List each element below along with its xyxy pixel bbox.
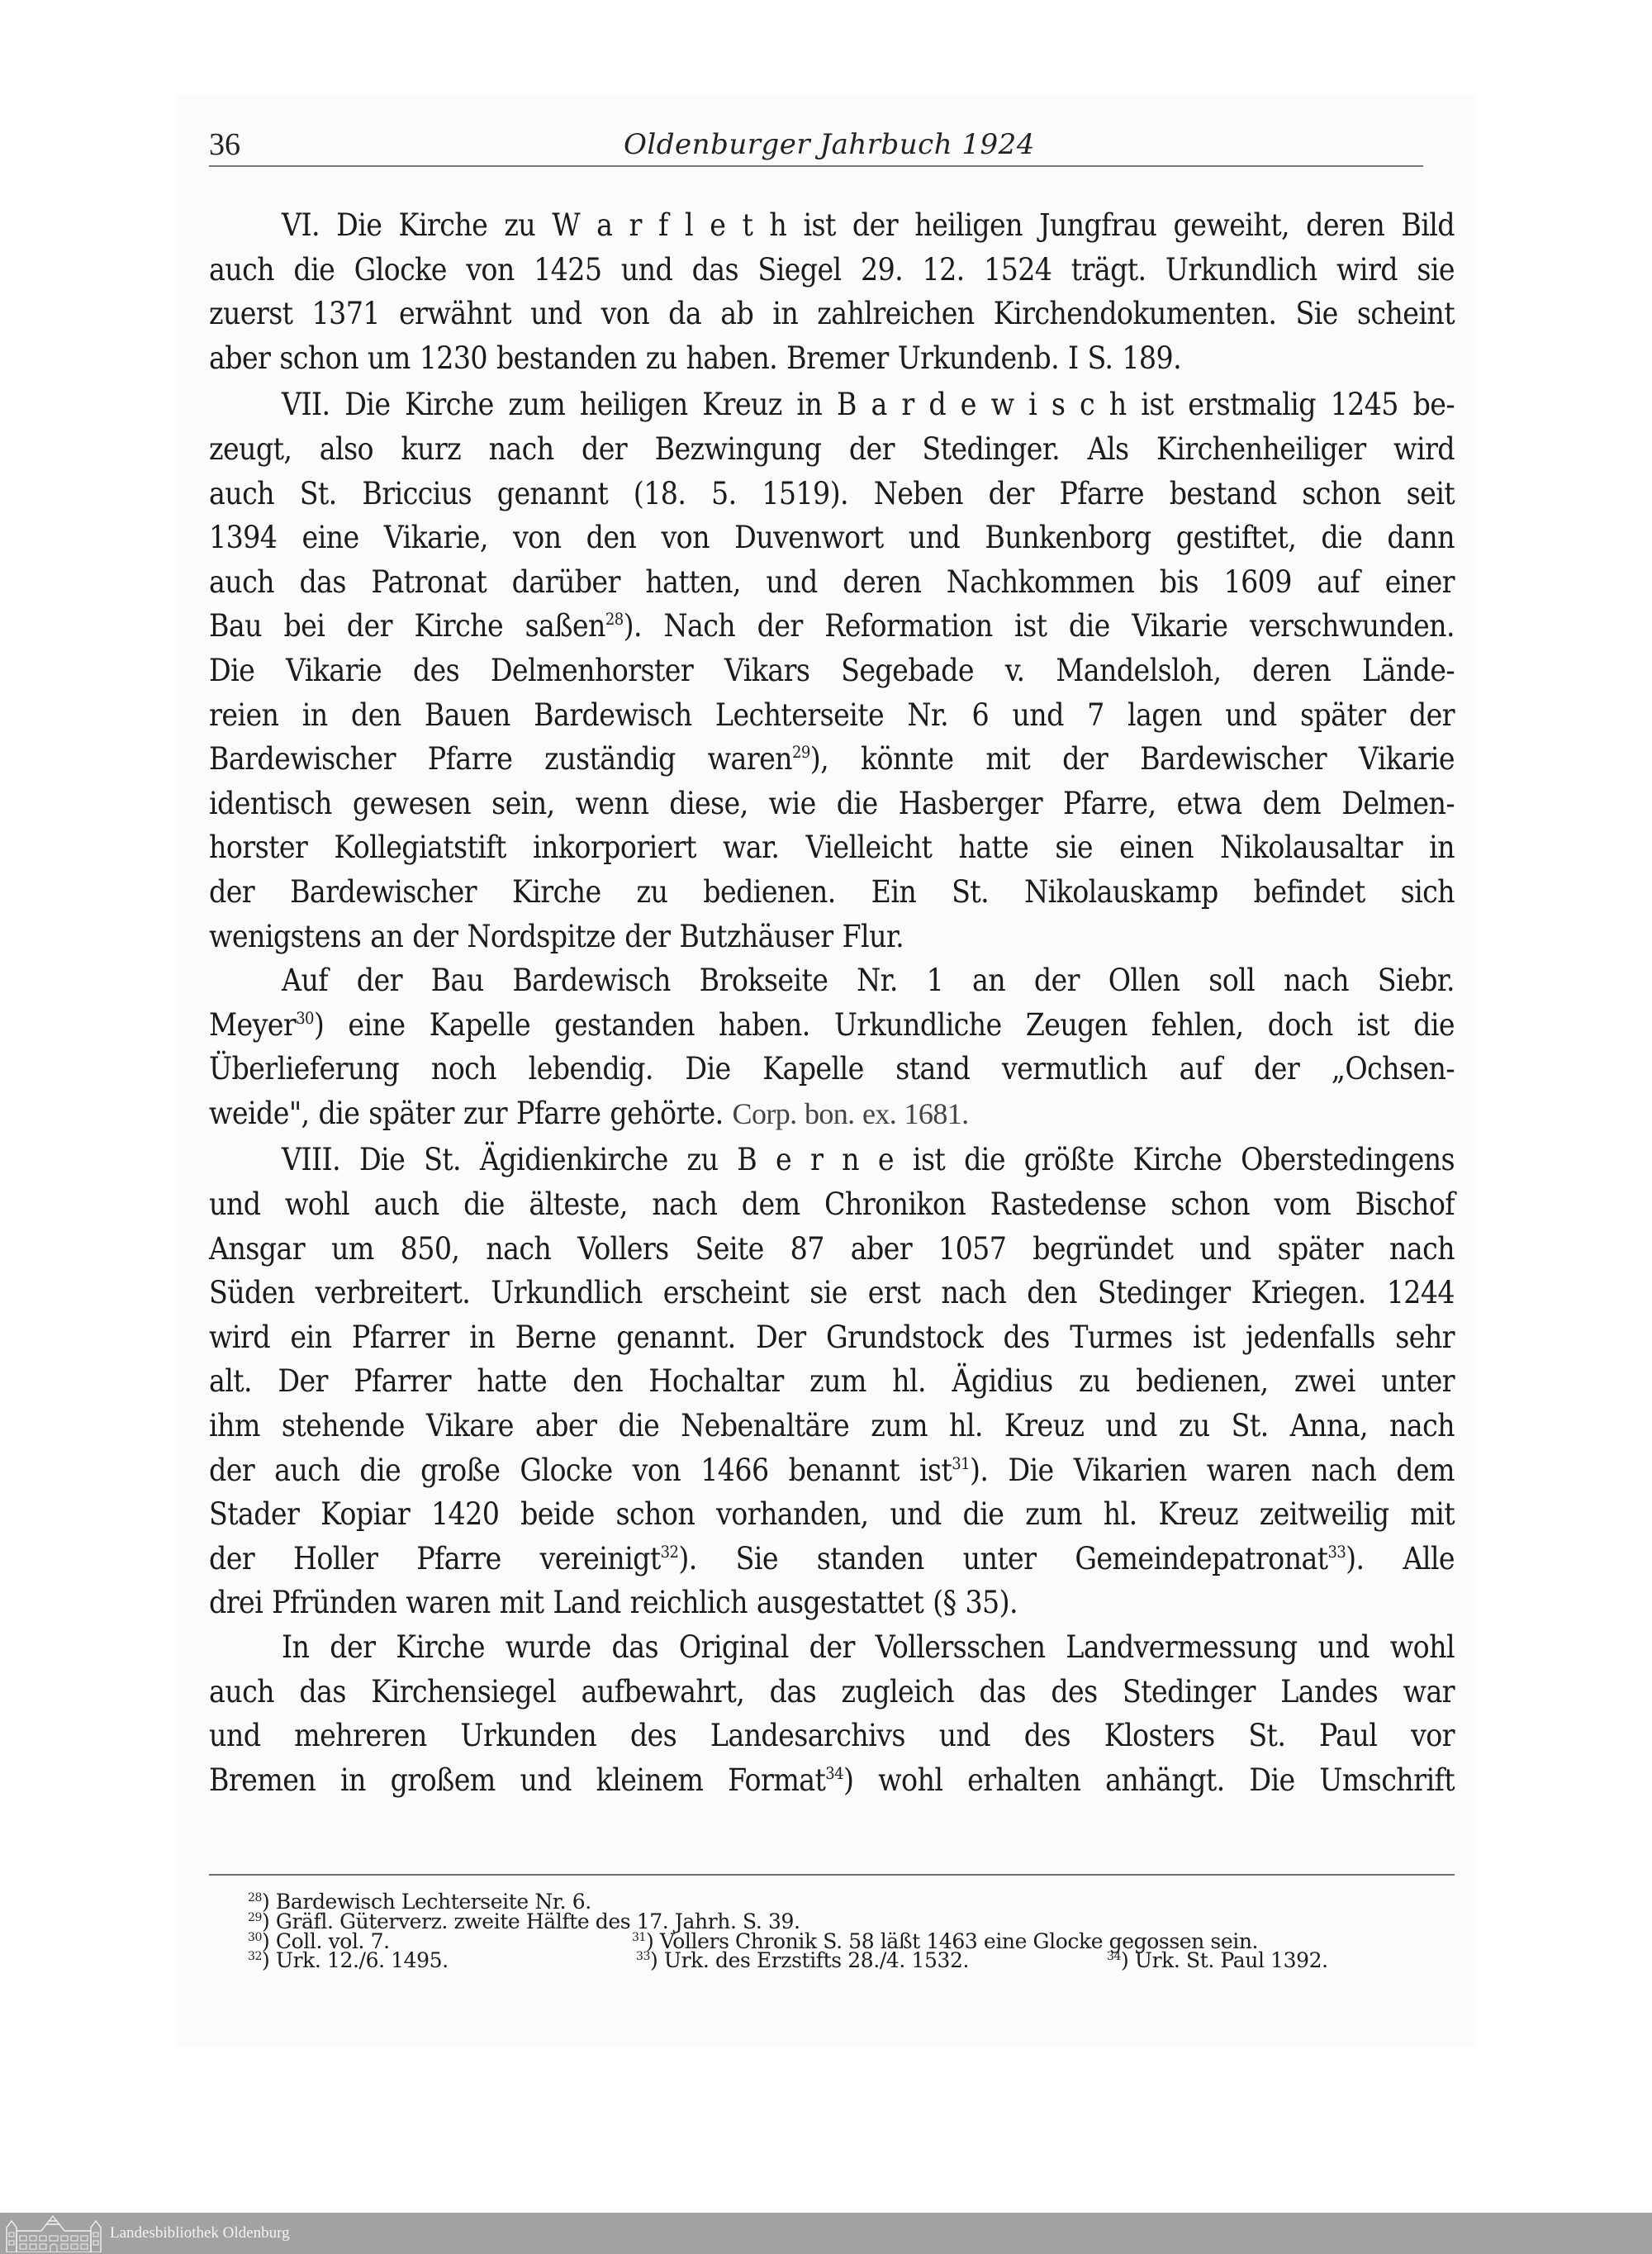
text-line: [209, 1182, 1455, 1227]
text-run: In der Kirche wurde das Original der Vollersschen Landvermessung und wohl: [282, 1629, 1455, 1665]
text-line: [209, 516, 1455, 560]
footnote-reference: 30: [296, 1007, 314, 1028]
text-run: VIII. Die St. Ägidienkirche zu B e r n e ist die größte Kirche Oberstedingens: [282, 1142, 1455, 1178]
footnote-text: Vollers Chronik S. 58 läßt 1463 eine Glocke gegossen sein.: [659, 1928, 1259, 1953]
text-run: auch das Patronat darüber hatten, und deren Nachkommen bis 1609 auf einer: [209, 564, 1455, 600]
footnote-reference: 32: [660, 1541, 679, 1562]
footnote-paren: ): [262, 1909, 276, 1933]
footnote-number: 30: [248, 1930, 263, 1944]
footnote-line: [248, 1948, 1454, 1973]
text-run: ). Alle: [1346, 1540, 1455, 1576]
text-line: [209, 472, 1455, 516]
library-building-icon: [5, 2214, 102, 2252]
text-run: Bremen in großem und kleinem Format: [209, 1762, 826, 1798]
text-run: identisch gewesen sein, wenn diese, wie die Hasberger Pfarre, etwa dem Delmen-: [209, 785, 1455, 821]
footnote-paren: ): [262, 1890, 276, 1914]
text-run: reien in den Bauen Bardewisch Lechterseite Nr. 6 und 7 lagen und später der: [209, 697, 1455, 733]
footnote-number: 28: [248, 1891, 263, 1904]
text-line: [209, 1758, 1455, 1803]
footnote-number: 31: [632, 1930, 647, 1944]
text-line: [209, 782, 1455, 826]
footnote-paren: ): [262, 1928, 276, 1953]
text-run: ) wohl erhalten anhängt. Die Umschrift: [843, 1762, 1455, 1798]
text-line: [209, 1047, 1455, 1091]
text-line: [209, 604, 1455, 649]
source-citation: Corp. bon. ex. 1681.: [732, 1096, 969, 1130]
text-run: der auch die große Glocke von 1466 benannt ist: [209, 1452, 952, 1488]
text-line: [209, 1537, 1455, 1581]
text-line: [209, 1492, 1455, 1537]
footnote-number: 34: [1107, 1950, 1122, 1964]
text-line: [209, 383, 1455, 427]
footnote: [636, 1948, 970, 1973]
text-run: Bardewischer Pfarre zuständig waren: [209, 741, 793, 777]
footnote: [1107, 1948, 1328, 1973]
text-run: VI. Die Kirche zu W a r f l e t h ist der heiligen Jungfrau geweiht, deren Bild: [282, 207, 1455, 243]
footnote-reference: 31: [952, 1453, 970, 1473]
text-run: horster Kollegiatstift inkorporiert war. Vielleicht hatte sie einen Nikolausaltar in: [209, 830, 1455, 866]
footnote-reference: 28: [605, 609, 624, 630]
footnote-number: 33: [636, 1950, 651, 1964]
footnote-number: 29: [248, 1910, 263, 1924]
text-run: aber schon um 1230 bestanden zu haben. Bremer Urkundenb. I S. 189.: [209, 340, 1182, 376]
running-head: [209, 124, 1450, 165]
text-line: [209, 825, 1455, 870]
text-line: [209, 427, 1455, 472]
text-line: [209, 649, 1455, 693]
text-line: [209, 1714, 1455, 1758]
text-line: [209, 737, 1455, 782]
footnote-paren: ): [1121, 1948, 1135, 1973]
text-line: [209, 1315, 1455, 1360]
text-run: Überlieferung noch lebendig. Die Kapelle stand vermutlich auf der „Ochsen-: [209, 1051, 1455, 1087]
footnote-text: Gräfl. Güterverz. zweite Hälfte des 17. Jahrh. S. 39.: [275, 1909, 800, 1933]
text-line: [209, 248, 1455, 292]
footnote-reference: 34: [825, 1762, 843, 1783]
text-run: und wohl auch die älteste, nach dem Chronikon Rastedense schon vom Bischof: [209, 1186, 1455, 1223]
text-run: Ansgar um 850, nach Vollers Seite 87 aber 1057 begründet und später nach: [209, 1230, 1455, 1267]
text-run: auch die Glocke von 1425 und das Siegel 29. 12. 1524 trägt. Urkundlich wird sie: [209, 251, 1455, 288]
footnote-number: 32: [248, 1950, 263, 1964]
footnote-text: Urk. 12./6. 1495.: [275, 1948, 449, 1973]
text-run: Bau bei der Kirche saßen: [209, 608, 605, 644]
footnote-text: Urk. des Erzstifts 28./4. 1532.: [663, 1948, 970, 1973]
footnote-text: Urk. St. Paul 1392.: [1134, 1948, 1328, 1973]
text-line: [209, 1359, 1455, 1404]
footnote-separator: [209, 1874, 1455, 1876]
text-line: [209, 1448, 1455, 1493]
text-run: ihm stehende Vikare aber die Nebenaltäre zum hl. Kreuz und zu St. Anna, nach: [209, 1408, 1455, 1444]
page-number: 36: [209, 127, 240, 162]
footnote-reference: 33: [1327, 1541, 1346, 1562]
footnote-text: Coll. vol. 7.: [275, 1928, 390, 1953]
text-run: Stader Kopiar 1420 beide schon vorhanden, und die zum hl. Kreuz zeitweilig mit: [209, 1496, 1455, 1533]
text-run: Süden verbreitert. Urkundlich erscheint sie erst nach den Stedinger Kriegen. 1244: [209, 1275, 1455, 1311]
text-run: ). Die Vikarien waren nach dem: [970, 1452, 1455, 1488]
text-run: auch das Kirchensiegel aufbewahrt, das zugleich das des Stedinger Landes war: [209, 1673, 1455, 1710]
text-line: [209, 1581, 1455, 1625]
text-line: [209, 693, 1455, 738]
footnote-reference: 29: [792, 742, 810, 763]
text-run: ). Sie standen unter Gemeindepatronat: [678, 1540, 1328, 1576]
text-run: wenigstens an der Nordspitze der Butzhäuser Flur.: [209, 918, 904, 954]
text-run: Auf der Bau Bardewisch Brokseite Nr. 1 an der Ollen soll nach Siebr.: [282, 963, 1455, 999]
body-text: [209, 203, 1455, 1802]
text-line: [209, 870, 1455, 915]
text-line: [209, 560, 1455, 605]
text-run: Meyer: [209, 1006, 297, 1043]
footnote-paren: ): [650, 1948, 664, 1973]
text-line: [209, 1003, 1455, 1048]
text-line: [209, 1670, 1455, 1714]
header-rule: [209, 165, 1423, 167]
text-run: auch St. Briccius genannt (18. 5. 1519). Neben der Pfarre bestand schon seit: [209, 475, 1455, 511]
footnote-text: Bardewisch Lechterseite Nr. 6.: [275, 1890, 591, 1914]
text-line: [209, 915, 1455, 959]
text-run: der Bardewischer Kirche zu bedienen. Ein St. Nikolauskamp befindet sich: [209, 873, 1455, 910]
text-run: zuerst 1371 erwähnt und von da ab in zahlreichen Kirchendokumenten. Sie scheint: [209, 296, 1455, 332]
footer-bar: [0, 2213, 1652, 2254]
text-run: und mehreren Urkunden des Landesarchivs und des Klosters St. Paul vor: [209, 1718, 1455, 1754]
text-run: wird ein Pfarrer in Berne genannt. Der Grundstock des Turmes ist jedenfalls sehr: [209, 1319, 1455, 1355]
library-caption: Landesbibliothek Oldenburg: [110, 2224, 290, 2242]
text-run: der Holler Pfarre vereinigt: [209, 1540, 661, 1576]
text-run: ), könnte mit der Bardewischer Vikarie: [809, 741, 1455, 777]
text-line: [209, 958, 1455, 1003]
text-run: 1394 eine Vikarie, von den von Duvenwort und Bunkenborg gestiftet, die dann: [209, 520, 1455, 556]
text-line: [209, 292, 1455, 336]
text-line: [209, 1091, 1455, 1136]
footnotes: [248, 1892, 1454, 1971]
text-line: [209, 1271, 1455, 1315]
text-line: [209, 203, 1455, 248]
text-line: [209, 1138, 1455, 1182]
text-run: Die Vikarie des Delmenhorster Vikars Segebade v. Mandelsloh, deren Lände-: [209, 652, 1455, 688]
text-line: [209, 1625, 1455, 1670]
journal-title: Oldenburger Jahrbuch 1924: [624, 128, 1035, 161]
text-line: [209, 1404, 1455, 1448]
text-run: drei Pfründen waren mit Land reichlich ausgestattet (§ 35).: [209, 1585, 1018, 1621]
footnote: [248, 1948, 449, 1973]
text-run: alt. Der Pfarrer hatte den Hochaltar zum hl. Ägidius zu bedienen, zwei unter: [209, 1363, 1455, 1400]
text-line: [209, 1227, 1455, 1272]
text-run: zeugt, also kurz nach der Bezwingung der Stedinger. Als Kirchenheiliger wird: [209, 430, 1455, 467]
text-run: weide", die später zur Pfarre gehörte.: [209, 1095, 733, 1131]
text-run: VII. Die Kirche zum heiligen Kreuz in B a r d e w i s c h ist erstmalig 1245 be-: [282, 387, 1455, 423]
text-run: ) eine Kapelle gestanden haben. Urkundliche Zeugen fehlen, doch ist die: [313, 1006, 1455, 1043]
footnote-paren: ): [646, 1928, 660, 1953]
text-line: [209, 336, 1455, 381]
footnote-paren: ): [262, 1948, 276, 1973]
text-run: ). Nach der Reformation ist die Vikarie verschwunden.: [623, 608, 1455, 644]
